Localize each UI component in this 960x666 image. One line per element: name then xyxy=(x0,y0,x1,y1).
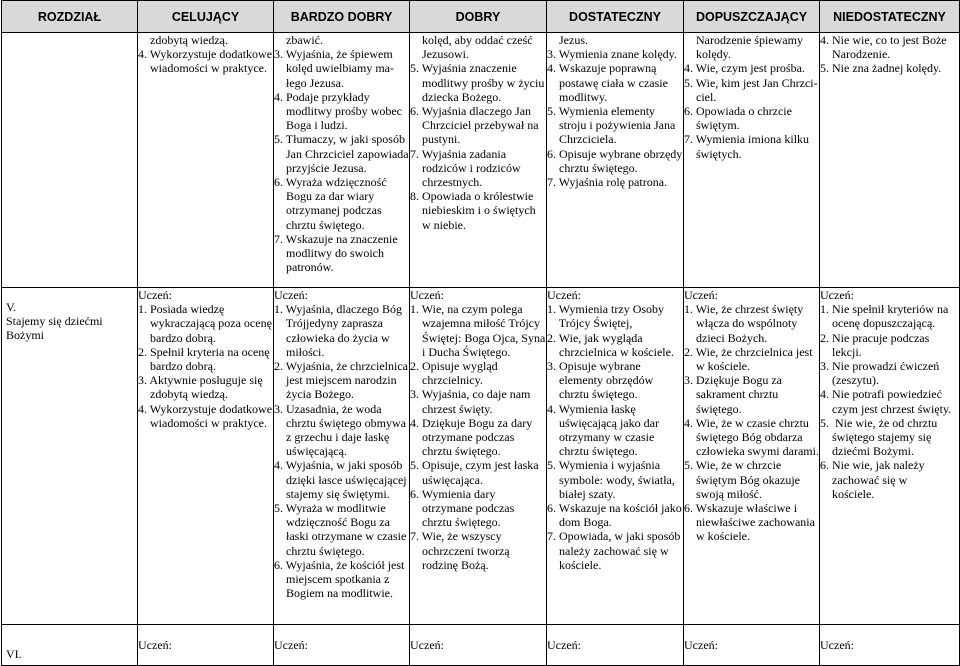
cell-line: Jan Chrzciciel zapowiada xyxy=(274,146,409,161)
header-bardzo-dobry: BARDZO DOBRY xyxy=(274,1,410,33)
cell-line: 6. Wskazuje właściwe i xyxy=(684,501,798,516)
cell-vi-dobry: Uczeń: xyxy=(410,625,547,666)
cell-line: dzieci Bożych. xyxy=(684,330,768,345)
cell-line: 3. Wyjaśnia, co daje nam xyxy=(410,387,531,402)
cell-line: wzajemna miłość Trójcy xyxy=(410,316,540,331)
header-dopuszczajacy: DOPUSZCZAJĄCY xyxy=(684,1,820,33)
cell-line: 7. Wyjaśnia rolę patrona. xyxy=(547,175,668,190)
cell-line: Uczeń: xyxy=(820,288,854,302)
cell-line: miejscem spotkania z xyxy=(274,572,390,587)
cell-line: chrztu świętego. xyxy=(410,444,501,459)
cell-line: białej szaty. xyxy=(547,486,616,501)
cell-line: chrztu świętego. xyxy=(547,444,638,459)
cell-line: 5. Wymienia elementy xyxy=(547,104,656,119)
cell-line: rodzinę Bożą. xyxy=(410,557,489,572)
header-dostateczny: DOSTATECZNY xyxy=(547,1,684,33)
section-vi-title: VI. xyxy=(2,625,138,666)
cell-line: Bogu za dar wiary xyxy=(274,189,375,204)
cell-top-niedostateczny xyxy=(820,33,960,288)
cell-top-bardzo-dobry xyxy=(274,33,410,288)
cell-line: łego Jezusa. xyxy=(274,75,344,90)
cell-line: 7. Wyjaśnia zadania xyxy=(410,146,507,161)
cell-vi-bardzo-dobry: Uczeń: xyxy=(274,625,410,666)
cell-line: ochrzczeni tworzą xyxy=(410,543,510,558)
cell-line: modlitwy prośby w życiu xyxy=(410,75,545,90)
cell-line: Bogiem na modlitwie. xyxy=(274,586,393,601)
cell-line: 5. Wie, że w chrzcie xyxy=(684,458,782,473)
header-niedostateczny: NIEDOSTATECZNY xyxy=(820,1,960,33)
cell-line: Narodzenie śpiewamy xyxy=(684,33,803,47)
cell-line: 1. Wyjaśnia, dlaczego Bóg xyxy=(274,302,403,317)
cell-line: w kościele. xyxy=(684,359,750,374)
cell-top-dobry xyxy=(410,33,547,288)
cell-line: chrztu świętego. xyxy=(547,387,638,402)
cell-line: świętego. xyxy=(684,401,742,416)
cell-line: patronów. xyxy=(274,260,334,275)
cell-line: 2. Wie, jak wygląda xyxy=(547,330,643,345)
cell-line: ocenę dopuszczającą. xyxy=(820,316,936,331)
cell-line: 3. Opisuje wybrane xyxy=(547,359,641,374)
cell-line: 3. Aktywnie posługuje się xyxy=(138,373,263,388)
cell-line: świętym Bóg okazuje xyxy=(684,472,800,487)
cell-line: uświęcającą jako dar xyxy=(547,415,659,430)
cell-line: 2. Wyjaśnia, że chrzcielnica xyxy=(274,359,408,374)
cell-line: bardzo dobrą. xyxy=(138,359,216,374)
cell-line: 2. Spełnił kryteria na ocenę xyxy=(138,344,270,359)
cell-line: 6. Wymienia dary xyxy=(410,486,496,501)
cell-line: 5. Tłumaczy, w jaki sposób xyxy=(274,132,405,147)
cell-line: w niebie. xyxy=(410,217,466,232)
cell-line: sakrament chrztu xyxy=(684,387,779,402)
cell-line: Jezus. xyxy=(547,33,588,47)
cell-line: chrzest święty. xyxy=(410,401,493,416)
cell-line: 1. Wymienia trzy Osoby xyxy=(547,302,665,317)
cell-line: kolędy. xyxy=(684,47,731,62)
cell-line: V. xyxy=(6,300,17,314)
header-row xyxy=(2,1,960,33)
cell-line: postawę ciała w czasie xyxy=(547,75,668,90)
cell-vi-celujacy: Uczeń: xyxy=(138,625,274,666)
cell-line: rodziców i rodziców xyxy=(410,160,521,175)
cell-line: zdobytą wiedzą. xyxy=(138,33,228,47)
cell-line: świętym. xyxy=(684,118,740,133)
cell-line: 4. Nie potrafi powiedzieć xyxy=(820,387,942,402)
cell-line: 1. Posiada wiedzę xyxy=(138,302,225,317)
cell-line: świętego stajemy się xyxy=(820,430,932,445)
cell-line: chrztu świętego. xyxy=(274,217,365,232)
cell-line: 4. Wykorzystuje dodatkowe xyxy=(138,401,273,416)
cell-line: czym jest chrzest święty. xyxy=(820,401,952,416)
cell-line: zachować się w xyxy=(820,472,908,487)
cell-line: przyjście Jezusa. xyxy=(274,160,367,175)
cell-line: stroju i pożywienia Jana xyxy=(547,118,676,133)
cell-line: Jezusowi. xyxy=(410,47,469,62)
row-section-vi xyxy=(2,625,960,666)
cell-line: zbawić. xyxy=(274,33,323,47)
cell-line: dziećmi Bożymi. xyxy=(820,444,914,459)
cell-line: 6. Opowiada o chrzcie xyxy=(684,104,792,119)
cell-line: 4. Wyjaśnia, w jaki sposób xyxy=(274,458,403,473)
cell-line: otrzymane podczas xyxy=(410,430,515,445)
cell-line: 3. Nie prowadzi ćwiczeń xyxy=(820,359,940,374)
cell-line: 4. Dziękuje Bogu za dary xyxy=(410,415,533,430)
row-continuation xyxy=(2,33,960,288)
cell-line: 5. Opisuje, czym jest łaska xyxy=(410,458,539,473)
header-celujacy: CELUJĄCY xyxy=(138,1,274,33)
cell-top-dostateczny xyxy=(547,33,684,288)
cell-line: 4. Nie wie, co to jest Boże xyxy=(820,33,947,47)
cell-line: świętego Bóg obdarza xyxy=(684,430,803,445)
cell-v-celujacy xyxy=(138,288,274,625)
section-cell-empty xyxy=(2,33,138,288)
cell-line: Narodzenie. xyxy=(820,47,891,62)
cell-line: Trójjedyny zaprasza xyxy=(274,316,383,331)
cell-line: chrztu świętego obmywa xyxy=(274,415,406,430)
cell-line: Chrzciciel przebywał na xyxy=(410,118,539,133)
cell-line: kolęd uwielbiamy ma- xyxy=(274,61,394,76)
cell-line: bardzo dobrą. xyxy=(138,330,216,345)
cell-line: wdzięczność Bogu za xyxy=(274,515,390,530)
cell-line: łaski otrzymane w czasie xyxy=(274,529,407,544)
cell-line: dom Boga. xyxy=(547,515,612,530)
cell-line: modlitwy prośby wobec xyxy=(274,104,402,119)
cell-line: i Ducha Świętego. xyxy=(410,344,511,359)
cell-line: Świętej: Boga Ojca, Syna xyxy=(410,330,546,345)
cell-line: 4. Podaje przykłady xyxy=(274,89,370,104)
cell-line: włącza do wspólnoty xyxy=(684,316,798,331)
cell-line: jest miejscem narodzin xyxy=(274,373,397,388)
cell-line: 7. Wie, że wszyscy xyxy=(410,529,502,544)
cell-v-dostateczny xyxy=(547,288,684,625)
cell-line: chrztu świętego. xyxy=(274,543,365,558)
cell-line: Uczeń: xyxy=(274,288,308,302)
cell-line: uświęcająca. xyxy=(410,472,483,487)
cell-line: uświęcającą. xyxy=(274,444,347,459)
cell-line: Uczeń: xyxy=(547,288,581,302)
cell-line: 4. Wskazuje poprawną xyxy=(547,61,657,76)
cell-line: 5. Wie, kim jest Jan Chrzci- xyxy=(684,75,818,90)
cell-line: świętych. xyxy=(684,146,742,161)
cell-line: 3. Dziękuje Bogu za xyxy=(684,373,782,388)
section-v-title xyxy=(2,288,138,625)
cell-line: wykraczającą poza ocenę xyxy=(138,316,272,331)
cell-line: chrztu świętego. xyxy=(410,515,501,530)
cell-line: 4. Wymienia łaskę xyxy=(547,401,636,416)
cell-line: 4. Wykorzystuje dodatkowe xyxy=(138,47,273,62)
cell-line: kościele. xyxy=(547,557,602,572)
cell-line: 4. Wie, że w czasie chrztu xyxy=(684,415,809,430)
cell-line: 5. Nie wie, że od chrztu xyxy=(820,415,938,430)
cell-line: człowieka swymi darami. xyxy=(684,444,819,459)
cell-line: Uczeń: xyxy=(138,288,172,302)
cell-line: wiadomości w praktyce. xyxy=(138,415,267,430)
header-rozdzial: ROZDZIAŁ xyxy=(2,1,138,33)
cell-line: miłości. xyxy=(274,344,325,359)
cell-line: zdobytą wiedzą. xyxy=(138,387,228,402)
cell-v-dobry xyxy=(410,288,547,625)
cell-line: niebieskim i o świętych xyxy=(410,203,536,218)
cell-line: otrzymany w czasie xyxy=(547,430,655,445)
cell-line: 3. Wymienia znane kolędy. xyxy=(547,47,677,62)
cell-line: 2. Nie pracuje podczas xyxy=(820,330,930,345)
cell-line: 2. Opisuje wygląd xyxy=(410,359,498,374)
cell-line: życia Bożego. xyxy=(274,387,354,402)
cell-line: 5. Nie zna żadnej kolędy. xyxy=(820,61,942,76)
cell-line: należy zachować się w xyxy=(547,543,669,558)
cell-line: człowieka do życia w xyxy=(274,330,390,345)
cell-line: niewłaściwe zachowania xyxy=(684,515,815,530)
cell-line: 6. Wyjaśnia dlaczego Jan xyxy=(410,104,532,119)
cell-line: lekcji. xyxy=(820,344,862,359)
cell-line: wiadomości w praktyce. xyxy=(138,61,267,76)
cell-vi-niedostateczny: Uczeń: xyxy=(820,625,960,666)
cell-line: Uczeń: xyxy=(410,288,444,302)
cell-line: 3. Uzasadnia, że woda xyxy=(274,401,382,416)
cell-line: 6. Wyjaśnia, że kościół jest xyxy=(274,557,405,572)
cell-line: 7. Opowiada, w jaki sposób xyxy=(547,529,681,544)
cell-line: 1. Wie, że chrzest święty xyxy=(684,302,804,317)
cell-line: Chrzciciela. xyxy=(547,132,617,147)
cell-line: ciel. xyxy=(684,89,717,104)
cell-line: 5. Wymienia i wyjaśnia xyxy=(547,458,661,473)
cell-line: 2. Wie, że chrzcielnica jest xyxy=(684,344,813,359)
cell-line: chrztu świętego. xyxy=(547,160,638,175)
cell-v-dopuszczajacy xyxy=(684,288,820,625)
cell-line: Trójcy Świętej, xyxy=(547,316,633,331)
row-section-v xyxy=(2,288,960,625)
cell-line: w kościele. xyxy=(684,529,750,544)
cell-line: 6. Wyraża wdzięczność xyxy=(274,175,387,190)
cell-line: 1. Wie, na czym polega xyxy=(410,302,523,317)
cell-line: 6. Nie wie, jak należy xyxy=(820,458,925,473)
cell-line: 3. Wyjaśnia, że śpiewem xyxy=(274,47,393,62)
header-dobry: DOBRY xyxy=(410,1,547,33)
cell-line: dziecka Bożego. xyxy=(410,89,502,104)
cell-line: otrzymanej podczas xyxy=(274,203,382,218)
cell-line: kolęd, aby oddać cześć xyxy=(410,33,533,47)
cell-line: 6. Wskazuje na kościół jako xyxy=(547,501,682,516)
cell-line: elementy obrzędów xyxy=(547,373,654,388)
cell-line: stajemy się świętymi. xyxy=(274,486,390,501)
cell-top-celujacy xyxy=(138,33,274,288)
cell-line: chrzcielnicy. xyxy=(410,373,483,388)
cell-line: chrzcielnica w kościele. xyxy=(547,344,674,359)
cell-line: Bożymi xyxy=(6,328,44,342)
cell-line: otrzymane podczas xyxy=(410,501,515,516)
cell-line: 7. Wskazuje na znaczenie xyxy=(274,231,398,246)
cell-line: (zeszytu). xyxy=(820,373,879,388)
cell-line: pustyni. xyxy=(410,132,461,147)
cell-vi-dostateczny: Uczeń: xyxy=(547,625,684,666)
cell-line: kościele. xyxy=(820,486,875,501)
cell-line: 4. Wie, czym jest prośba. xyxy=(684,61,805,76)
cell-line: 8. Opowiada o królestwie xyxy=(410,189,534,204)
cell-top-dopuszczajacy xyxy=(684,33,820,288)
cell-line: 6. Opisuje wybrane obrzędy xyxy=(547,146,683,161)
cell-line: 5. Wyjaśnia znaczenie xyxy=(410,61,517,76)
cell-line: Uczeń: xyxy=(684,288,718,302)
cell-line: modlitwy. xyxy=(547,89,608,104)
cell-line: Stajemy się dziećmi xyxy=(6,314,103,328)
grading-table xyxy=(1,0,960,666)
cell-line: symbole: wody, światła, xyxy=(547,472,675,487)
cell-line: Boga i ludzi. xyxy=(274,118,348,133)
cell-line: dzięki łasce uświęcającej xyxy=(274,472,407,487)
cell-line: modlitwy do swoich xyxy=(274,246,384,261)
cell-v-niedostateczny xyxy=(820,288,960,625)
cell-line: 7. Wymienia imiona kilku xyxy=(684,132,810,147)
cell-line: 1. Nie spełnił kryteriów na xyxy=(820,302,949,317)
cell-line: z grzechu i daje łaskę xyxy=(274,430,390,445)
cell-line: 5. Wyraża w modlitwie xyxy=(274,501,386,516)
cell-vi-dopuszczajacy: Uczeń: xyxy=(684,625,820,666)
cell-line: chrzestnych. xyxy=(410,175,483,190)
cell-line: swoją miłość. xyxy=(684,486,762,501)
cell-v-bardzo-dobry xyxy=(274,288,410,625)
